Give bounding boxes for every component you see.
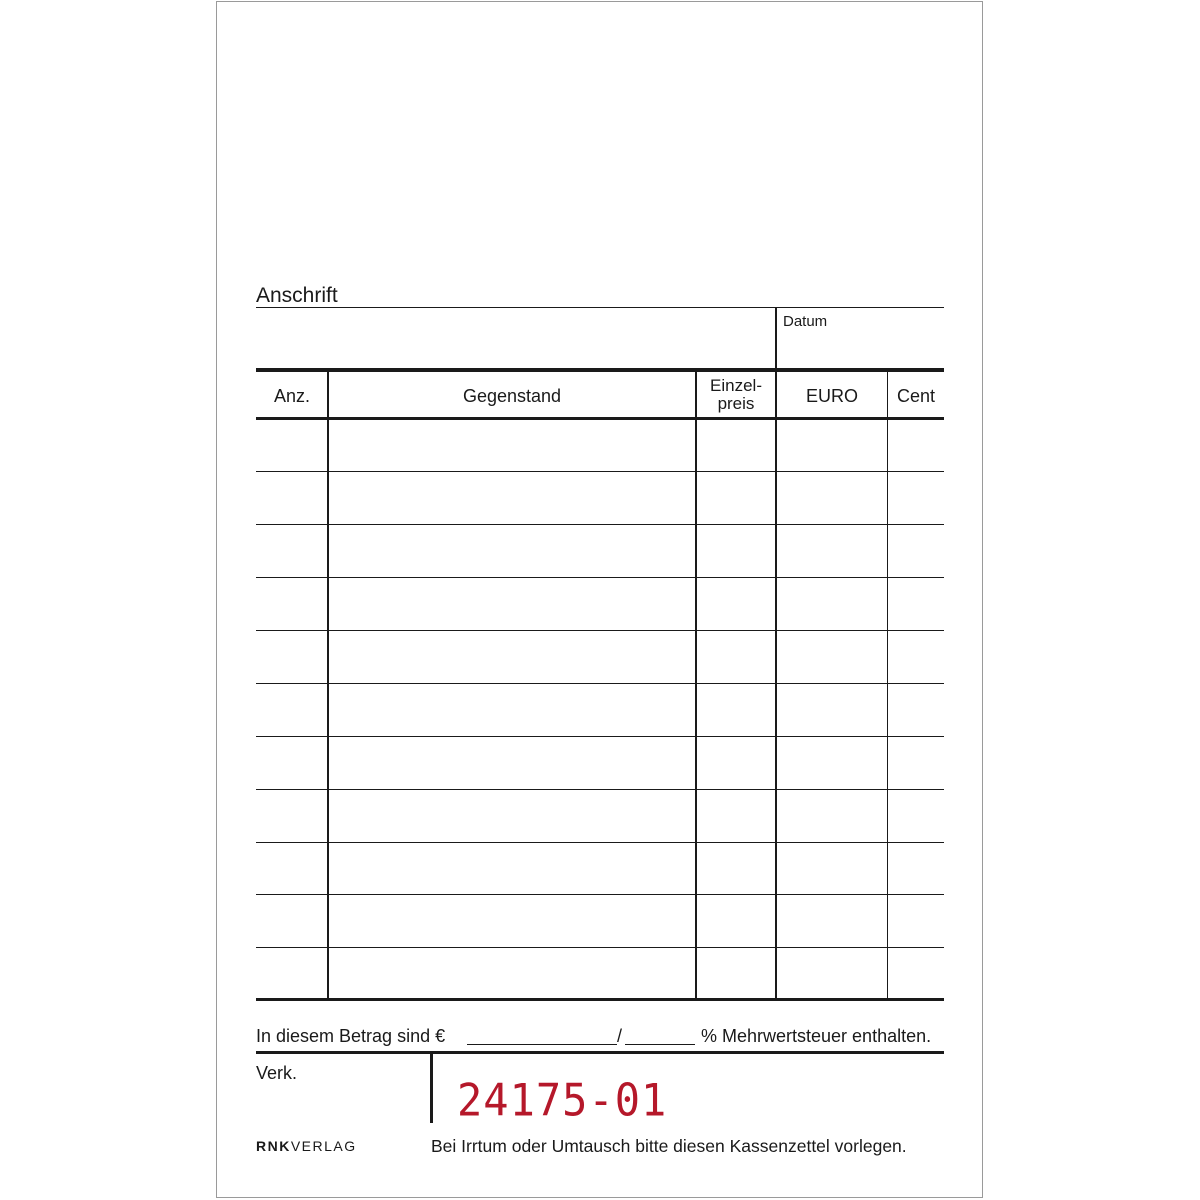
- table-row[interactable]: [256, 577, 944, 578]
- column-divider-qty: [327, 370, 329, 1001]
- receipt-sheet: [216, 1, 983, 1198]
- column-divider-unit-price: [775, 370, 777, 1001]
- publisher-logo-bold: RNK: [256, 1138, 291, 1154]
- seller-divider: [430, 1053, 433, 1123]
- vat-text-suffix: % Mehrwertsteuer enthalten.: [701, 1026, 932, 1046]
- footer-note: Bei Irrtum oder Umtausch bitte diesen Kassenzettel vorlegen.: [431, 1136, 907, 1156]
- date-label: Datum: [783, 313, 828, 330]
- vat-rate-blank[interactable]: [625, 1044, 695, 1045]
- publisher-logo: [256, 1138, 357, 1154]
- vat-text-prefix: In diesem Betrag sind €: [256, 1026, 446, 1046]
- vat-slash: /: [617, 1026, 623, 1046]
- table-row[interactable]: [256, 524, 944, 525]
- date-divider: [775, 307, 777, 369]
- table-header-line: [256, 417, 944, 420]
- table-top-line: [256, 370, 944, 372]
- header-qty: Anz.: [273, 386, 311, 406]
- table-bottom-line: [256, 998, 944, 1001]
- table-row[interactable]: [256, 471, 944, 472]
- header-unit-price-1: Einzel-: [710, 376, 762, 395]
- header-euro: EURO: [805, 386, 858, 406]
- table-row[interactable]: [256, 630, 944, 631]
- column-divider-item: [695, 370, 697, 1001]
- address-line: [256, 307, 944, 308]
- publisher-logo-rest: VERLAG: [290, 1138, 357, 1154]
- vat-amount-blank[interactable]: [467, 1044, 617, 1045]
- header-unit-price-2: preis: [717, 394, 755, 413]
- header-item: Gegenstand: [462, 386, 562, 406]
- table-row[interactable]: [256, 789, 944, 790]
- header-cent: Cent: [896, 386, 936, 406]
- vat-bottom-line: [256, 1051, 944, 1054]
- table-row[interactable]: [256, 736, 944, 737]
- table-row[interactable]: [256, 683, 944, 684]
- table-row[interactable]: [256, 894, 944, 895]
- address-label: Anschrift: [256, 284, 338, 307]
- table-row[interactable]: [256, 947, 944, 948]
- table-row[interactable]: [256, 842, 944, 843]
- column-divider-euro: [887, 370, 888, 1001]
- serial-number: 24175-01: [457, 1074, 668, 1127]
- seller-label: Verk.: [256, 1063, 298, 1083]
